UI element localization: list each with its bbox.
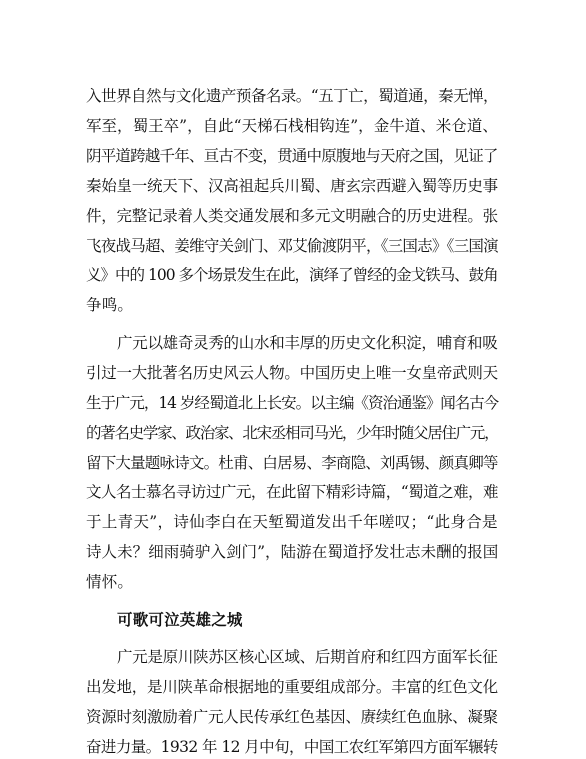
paragraph-2-line: 生于广元，14 岁经蜀道北上长安。以主编《资治通鉴》闻名古今: [86, 393, 499, 412]
paragraph-1-line: 入世界自然与文化遗产预备名录。“五丁亡，蜀道通，秦无惮，: [86, 87, 499, 105]
paragraph-1-line: 军至，蜀王卒”，自此“天梯石栈相钩连”，金牛道、米仓道、: [86, 116, 498, 135]
paragraph-2-line: 留下大量题咏诗文。杜甫、白居易、李商隐、刘禹锡、颜真卿等: [86, 453, 498, 472]
paragraph-1-line: 争鸣。: [86, 296, 134, 315]
paragraph-2-line: 广元以雄奇灵秀的山水和丰厚的历史文化积淀，哺育和吸: [117, 333, 498, 352]
paragraph-2-line: 情怀。: [86, 573, 134, 592]
paragraph-3-line: 资源时刻激励着广元人民传承红色基因、赓续红色血脉、凝聚: [86, 708, 498, 727]
paragraph-1-line: 飞夜战马超、姜维守关剑门、邓艾偷渡阴平，《三国志》《三国演: [86, 236, 498, 255]
paragraph-2-line: 引过一大批著名历史风云人物。中国历史上唯一女皇帝武则天: [86, 363, 498, 382]
paragraph-1-line: 义》中的 100 多个场景发生在此，演绎了曾经的金戈铁马、鼓角: [86, 266, 498, 285]
paragraph-3-line: 奋进力量。1932 年 12 月中旬，中国工农红军第四方面军辗转: [86, 738, 498, 756]
paragraph-2-line: 于上青天”，诗仙李白在天堑蜀道发出千年嗟叹；“此身合是: [86, 513, 498, 532]
paragraph-1-line: 阴平道跨越千年、亘古不变，贯通中原腹地与天府之国，见证了: [86, 146, 498, 165]
paragraph-3-line: 广元是原川陕苏区核心区域、后期首府和红四方面军长征: [117, 648, 498, 667]
paragraph-3-line: 出发地，是川陕革命根据地的重要组成部分。丰富的红色文化: [86, 678, 498, 697]
section-heading: 可歌可泣英雄之城: [117, 610, 243, 629]
paragraph-1-line: 件，完整记录着人类交通发展和多元文明融合的历史进程。张: [86, 206, 498, 225]
paragraph-2-line: 文人名士慕名寻访过广元，在此留下精彩诗篇，“蜀道之难，难: [86, 483, 499, 502]
paragraph-2-line: 的著名史学家、政治家、北宋丞相司马光，少年时随父居住广元，: [86, 423, 499, 442]
paragraph-1-line: 秦始皇一统天下、汉高祖起兵川蜀、唐玄宗西避入蜀等历史事: [86, 176, 498, 195]
paragraph-2-line: 诗人未？细雨骑驴入剑门”，陆游在蜀道抒发壮志未酬的报国: [86, 543, 499, 562]
